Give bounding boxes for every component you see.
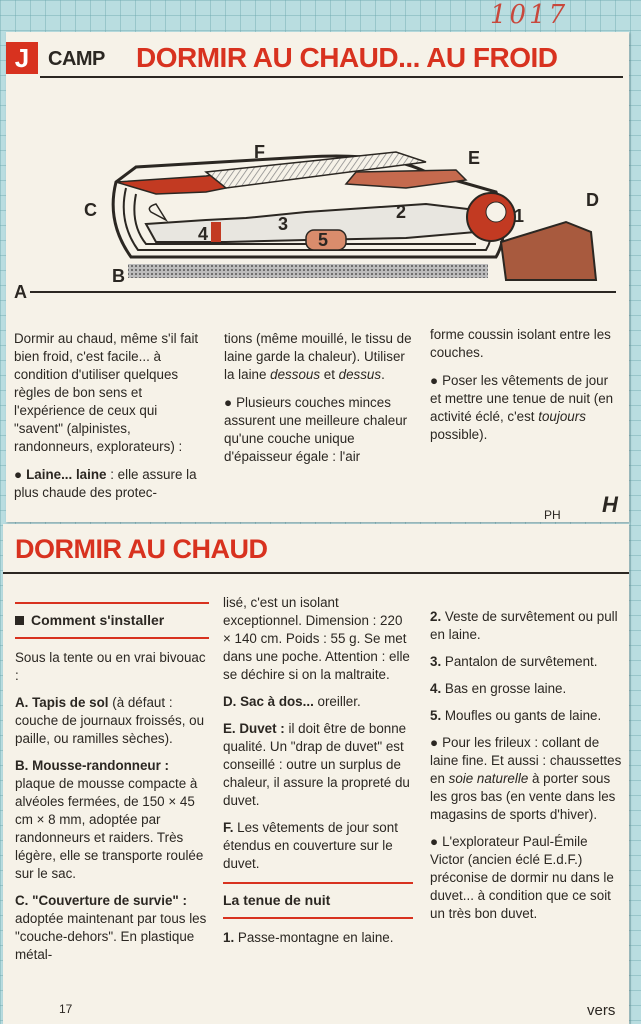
num-3: 3 [278,214,289,234]
foot-logo: H [602,492,618,517]
label-a: A [14,282,27,302]
foot-mark: PH [544,508,561,522]
page-number: 1017 [490,0,569,30]
page-title: DORMIR AU CHAUD... AU FROID [136,42,558,73]
night-item-3: 3. Pantalon de survêtement. [430,654,598,669]
num-2: 2 [396,202,407,222]
night-item-5: 5. Moufles ou gants de laine. [430,708,602,723]
bottom-column-1 [15,602,209,973]
subsection-rule [15,637,209,639]
item-f: F. Les vêtements de jour sont étendus en couverture sur le duvet. [223,820,398,871]
top-column-1 [14,330,206,512]
top-column-3 [430,326,620,454]
night-wear-title: La tenue de nuit [223,892,331,908]
bottom-column-3 [430,608,623,932]
layers-continued: forme coussin isolant entre les couches. [430,327,611,360]
num-4: 4 [198,224,209,244]
night-clothes-paragraph: ● Poser les vêtements de jour et mettre une tenue de nuit (en activité éclé, c'est toujours possible). [430,372,620,444]
foot-right: vers [587,1002,616,1019]
header-rule [40,76,623,78]
explorer-tip: ● L'explorateur Paul-Émile Victor (ancien éclé E.d.F.) préconise de dormir nu dans le duvet... à condition que ce soit un très bon duvet. [430,833,623,923]
night-item-4: 4. Bas en grosse laine. [430,681,567,696]
clipping-bottom [3,524,629,1024]
section-rule [3,572,629,574]
wool-continued: tions (même mouillé, le tissu de laine garde la chaleur). Utiliser la laine dessous et dessus. [224,331,412,382]
num-5: 5 [318,230,329,250]
subsection-title: Comment s'installer [15,604,209,637]
night-item-2: 2. Veste de survêtement ou pull en laine. [430,609,618,642]
header-bar [6,40,629,78]
item-c-continued: lisé, c'est un isolant exceptionnel. Dimension : 220 × 140 cm. Poids : 55 g. Se met dans une poche. Attention : elle se déchire si on la maltraite. [223,595,410,682]
chilly-tip: ● Pour les frileux : collant de laine fine. Et aussi : chaussettes en soie naturelle à porter sous les gros bas (en vente dans les magasins de sports d'hiver). [430,734,623,824]
rucksack-pillow [501,222,596,280]
wool-label: ● Laine... laine [14,467,106,482]
layers-paragraph: ● Plusieurs couches minces assurent une meilleure chaleur qu'une couche unique d'épaisseur égale : l'air [224,394,414,466]
intro-bivouac: Sous la tente ou en vrai bivouac : [15,650,206,683]
subsection-rule [223,917,413,919]
item-b: B. Mousse-randonneur : plaque de mousse compacte à alvéoles fermées, de 150 × 45 cm × 8 mm, adoptée par randonneurs et raiders. Très légère, elle se transporte roulée sur le sac. [15,758,204,881]
label-f: F [254,142,265,162]
intro-text: Dormir au chaud, même s'il fait bien froid, c'est facile... à condition d'utiliser quelques règles de bon sens et l'expérience de ceux qui "savent" (alpinistes, randonneurs, explorateurs) : [14,331,199,454]
item-e: E. Duvet : il doit être de bonne qualité. Un "drap de duvet" est conseillé : outre un surplus de chaleur, il assure la propreté du duvet. [223,721,410,808]
top-column-2 [224,330,414,476]
item-d: D. Sac à dos... oreiller. [223,694,361,709]
label-b: B [112,266,125,286]
item-a: A. Tapis de sol (à défaut : couche de journaux froissés, ou paille, ou ramilles sèches). [15,695,205,746]
bottom-column-2 [223,594,413,956]
rubric-label: CAMP [48,48,105,70]
sleeping-bag-illustration [6,112,629,312]
foot-left: 17 [59,1002,73,1016]
clipping-top [6,32,629,522]
section-title: DORMIR AU CHAUD [15,534,268,564]
wool-text: : elle assure la plus chaude des protec- [14,467,197,500]
wool-paragraph [14,466,206,502]
logo-mark: J [6,42,38,74]
num-1: 1 [514,206,525,226]
label-d: D [586,190,599,210]
label-e: E [468,148,481,168]
night-item-1: 1. Passe-montagne en laine. [223,930,394,945]
label-c: C [84,200,97,220]
item-c: C. "Couverture de survie" : adoptée maintenant par tous les "couche-dehors". En plastique métal- [15,893,207,962]
